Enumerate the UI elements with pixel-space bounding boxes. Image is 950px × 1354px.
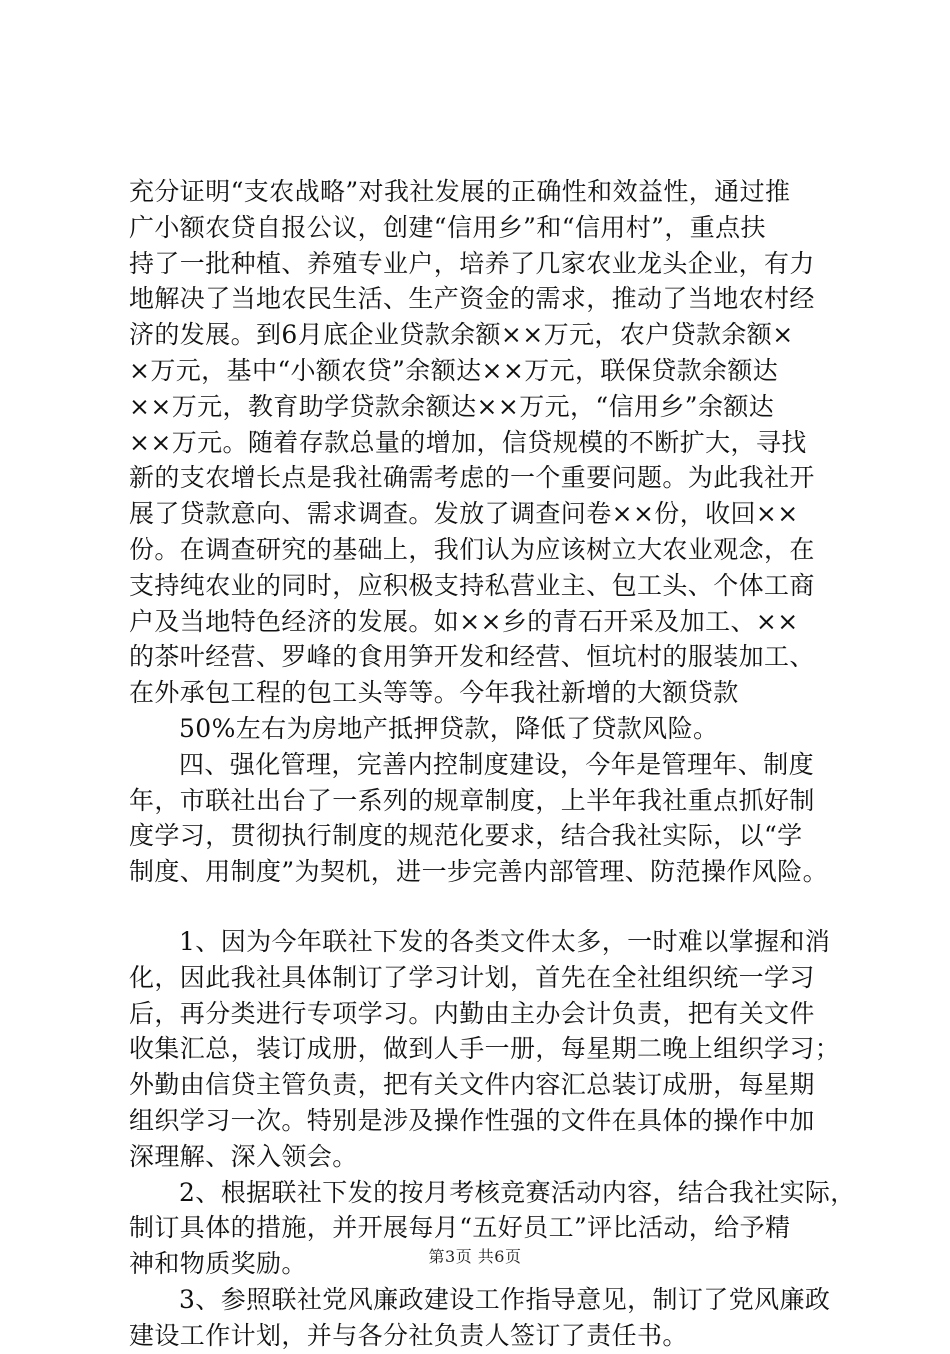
text-line: 济的发展。到6月底企业贷款余额××万元，农户贷款余额× [129, 320, 794, 350]
text-line: 3、参照联社党风廉政建设工作指导意见，制订了党风廉政 [179, 1284, 831, 1314]
text-line: 神和物质奖励。 [129, 1249, 307, 1279]
text-line: 支持纯农业的同时，应积极支持私营业主、包工头、个体工商 [129, 570, 815, 600]
paragraph-2 [129, 711, 829, 747]
text-line: 制订具体的措施，并开展每月“五好员工”评比活动，给予精 [129, 1213, 791, 1243]
text-line: 1、因为今年联社下发的各类文件太多，一时难以掌握和消 [179, 926, 831, 956]
text-line: 收集汇总，装订成册，做到人手一册，每星期二晚上组织学习； [129, 1034, 841, 1064]
text-line: 2、根据联社下发的按月考核竞赛活动内容，结合我社实际， [179, 1177, 856, 1207]
paragraph-gap [129, 890, 829, 924]
text-line: 持了一批种植、养殖专业户，培养了几家农业龙头企业，有力 [129, 248, 815, 278]
text-line: 年，市联社出台了一系列的规章制度，上半年我社重点抓好制 [129, 785, 815, 815]
text-line: 化，因此我社具体制订了学习计划，首先在全社组织统一学习 [129, 962, 815, 992]
text-line: ××万元，教育助学贷款余额达××万元，“信用乡”余额达 [129, 391, 775, 421]
text-line: 外勤由信贷主管负责，把有关文件内容汇总装订成册，每星期 [129, 1070, 815, 1100]
text-line: 户及当地特色经济的发展。如××乡的青石开采及加工、×× [129, 606, 799, 636]
text-line: 展了贷款意向、需求调查。发放了调查问卷××份，收回×× [129, 499, 799, 529]
text-line: 充分证明“支农战略”对我社发展的正确性和效益性，通过推 [129, 177, 791, 206]
text-line: 深理解、深入领会。 [129, 1141, 358, 1171]
text-line: 广小额农贷自报公议，创建“信用乡”和“信用村”，重点扶 [129, 212, 766, 242]
text-line: ×万元，基中“小额农贷”余额达××万元，联保贷款余额达 [129, 355, 779, 385]
text-line: 制度、用制度”为契机，进一步完善内部管理、防范操作风险。 [129, 857, 828, 887]
text-line: 度学习，贯彻执行制度的规范化要求，结合我社实际，以“学 [129, 821, 803, 851]
text-line: 建设工作计划，并与各分社负责人签订了责任书。 [129, 1320, 688, 1350]
text-line: 的茶叶经营、罗峰的食用笋开发和经营、恒坑村的服装加工、 [129, 642, 815, 672]
text-line: 份。在调查研究的基础上，我们认为应该树立大农业观念，在 [129, 534, 815, 564]
text-line: 后，再分类进行专项学习。内勤由主办会计负责，把有关文件 [129, 998, 815, 1028]
document-body [129, 174, 856, 1354]
paragraph-3 [129, 747, 829, 890]
paragraph-4 [129, 924, 841, 1175]
paragraph-1 [129, 174, 829, 711]
text-line: 地解决了当地农民生活、生产资金的需求，推动了当地农村经 [129, 284, 815, 314]
paragraph-6 [129, 1282, 829, 1354]
text-line: 在外承包工程的包工头等等。今年我社新增的大额贷款 [129, 678, 739, 708]
text-line: 组织学习一次。特别是涉及操作性强的文件在具体的操作中加 [129, 1105, 815, 1135]
page-number-footer: 第3页 共6页 [428, 1247, 522, 1266]
text-line: 50%左右为房地产抵押贷款，降低了贷款风险。 [179, 713, 719, 743]
text-line: 新的支农增长点是我社确需考虑的一个重要问题。为此我社开 [129, 463, 815, 493]
text-line: ××万元。随着存款总量的增加，信贷规模的不断扩大，寻找 [129, 427, 807, 457]
text-line: 四、强化管理，完善内控制度建设，今年是管理年、制度 [179, 749, 815, 779]
